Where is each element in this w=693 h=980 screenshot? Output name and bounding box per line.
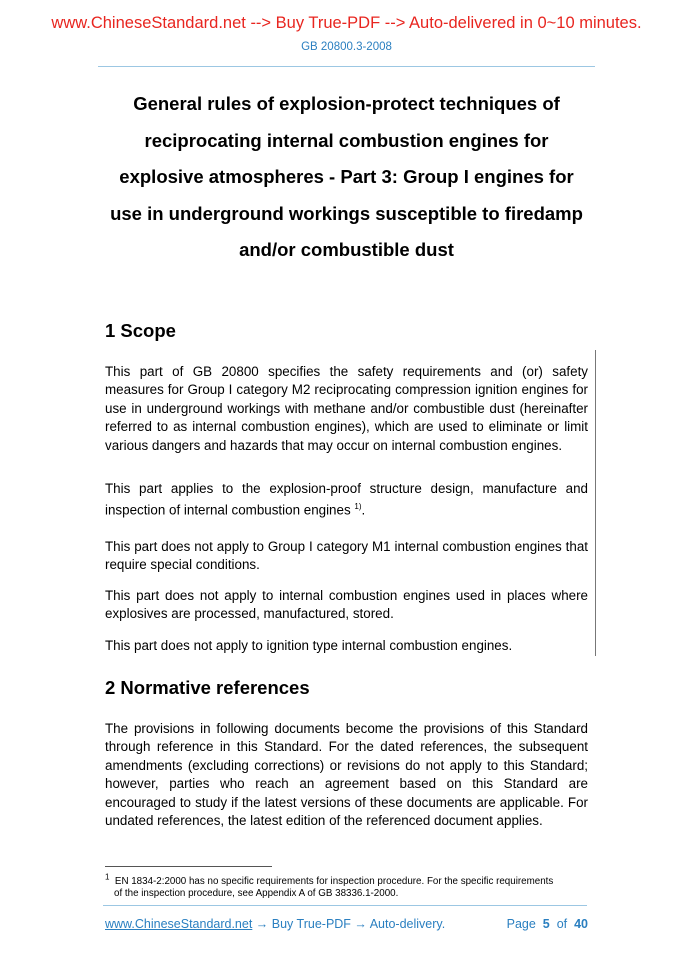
section-heading-scope: 1 Scope: [105, 320, 176, 341]
page-label: Page: [506, 917, 536, 931]
footer: [105, 917, 588, 931]
footnote-text: EN 1834-2:2000 has no specific requirements for inspection procedure. For the specific requirements: [114, 876, 554, 888]
footnote-ref[interactable]: 1): [354, 502, 362, 512]
footer-divider: [103, 905, 587, 906]
footnote-marker: 1: [105, 873, 110, 882]
footnote-text: of the inspection procedure, see Appendix A of GB 38336.1-2000.: [114, 888, 399, 900]
title-line: General rules of explosion-protect techniques of: [133, 93, 560, 114]
footnote-divider: [105, 866, 272, 867]
footer-promo-text: → Buy True-PDF → Auto-delivery.: [252, 917, 446, 931]
section-heading-normative-references: 2 Normative references: [105, 677, 310, 698]
paragraph: The provisions in following documents become the provisions of this Standard through reference in this Standard. For the dated references, the subsequent amendments (excluding corrections) or revisions do not apply to this Standard; however, parties who reach an agreement based on this Standard are encouraged to study if the latest versions of these documents are applicable. For undated references, the latest edition of the referenced document applies.: [105, 721, 588, 829]
current-page: 5: [542, 917, 550, 931]
title-line: use in underground workings susceptible to firedamp: [110, 202, 583, 224]
footnote: [105, 872, 588, 900]
page-number: [507, 917, 588, 931]
banner-link[interactable]: www.ChineseStandard.net --> Buy True-PDF --> Auto-delivered in 0~10 minutes.: [51, 14, 642, 32]
change-bar: [595, 350, 596, 656]
document-title: [100, 86, 593, 269]
of-label: of: [556, 917, 568, 931]
footer-link[interactable]: www.ChineseStandard.net: [105, 917, 253, 931]
paragraph: This part does not apply to ignition type internal combustion engines.: [105, 638, 513, 653]
header-divider: [98, 66, 595, 67]
total-pages: 40: [574, 917, 588, 931]
title-line: reciprocating internal combustion engines for: [144, 129, 549, 151]
paragraph: This part does not apply to internal combustion engines used in places where explosives are processed, manufactured, stored.: [105, 588, 588, 622]
paragraph-text: This part applies to the explosion-proof structure design, manufacture and inspection of internal combustion engines: [105, 481, 588, 518]
title-line: and/or combustible dust: [239, 239, 454, 260]
document-id: GB 20800.3-2008: [301, 41, 392, 53]
title-line: explosive atmospheres - Part 3: Group I engines for: [119, 166, 574, 187]
paragraph: This part does not apply to Group I category M1 internal combustion engines that require special conditions.: [105, 539, 588, 573]
footer-promo: [105, 917, 445, 931]
paragraph: This part applies to the explosion-proof structure design, manufacture and inspection of internal combustion engines $^{1)}$.: [105, 481, 588, 518]
paragraph: This part of GB 20800 specifies the safety requirements and (or) safety measures for Group I category M2 reciprocating compression ignition engines for use in underground workings with methane and/or combustible dust (hereinafter referred to as internal combustion engines), which are used to eliminate or limit various dangers and hazards that may occur on internal combustion engines.: [105, 364, 588, 453]
